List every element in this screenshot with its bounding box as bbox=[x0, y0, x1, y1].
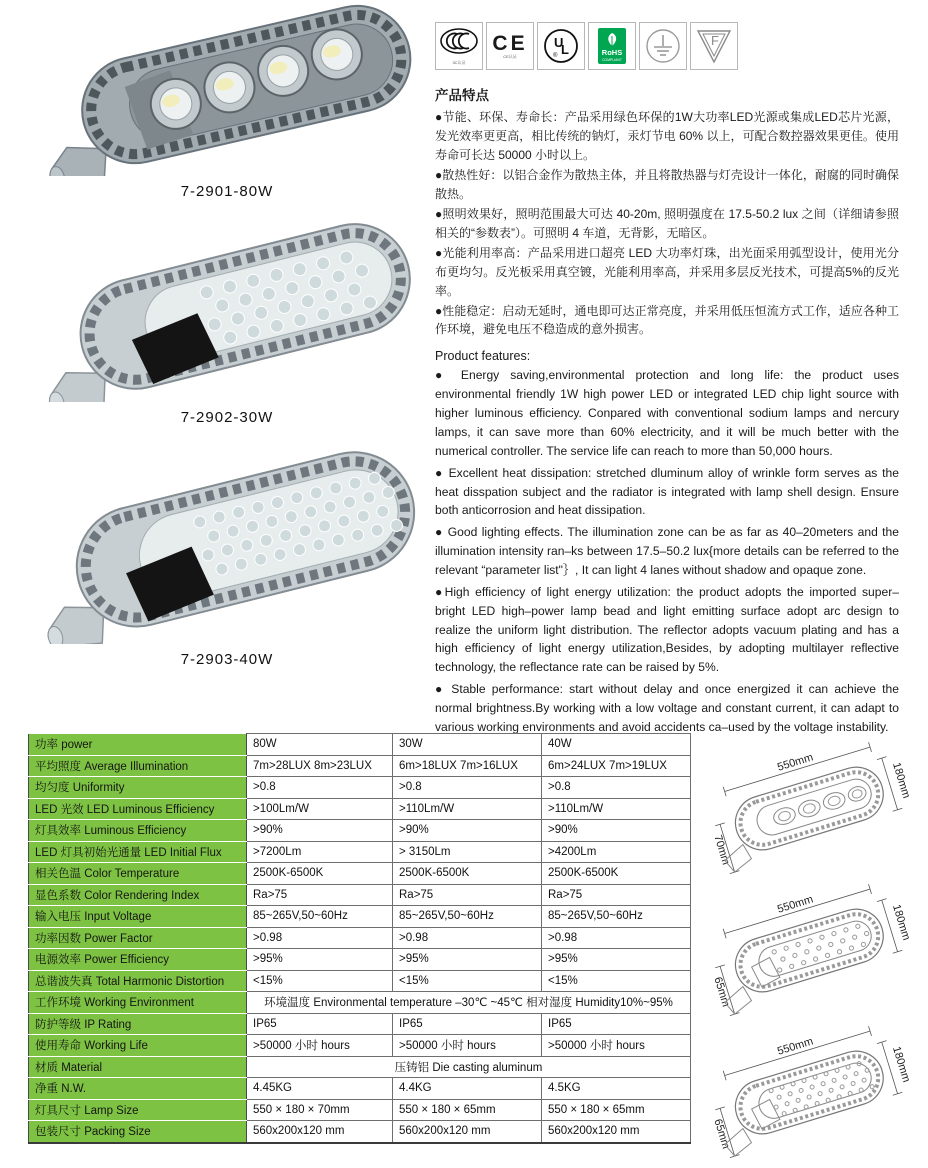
f-mark-icon bbox=[694, 26, 734, 66]
dim-length: 550mm bbox=[775, 893, 815, 916]
row-value: 6m>24LUX 7m>19LUX bbox=[542, 755, 691, 777]
row-label: 包装尺寸 Packing Size bbox=[29, 1121, 247, 1143]
dimension-diagram-30w bbox=[692, 884, 924, 1022]
row-value: 4.45KG bbox=[247, 1078, 393, 1100]
row-value: >110Lm/W bbox=[542, 798, 691, 820]
row-label: 灯具效率 Luminous Efficiency bbox=[29, 820, 247, 842]
feature-bullet-en: ● Good lighting effects. The illumination zone can be as far as 40–20meters and the illumination intensity ran–ks between 17.5–50.2 lux{more details can be referred to the relevant “parameter list"｝, It can light 4 lanes without shadow and opaque zone. bbox=[435, 525, 899, 578]
specification-table bbox=[28, 733, 691, 1144]
row-value: 85~265V,50~60Hz bbox=[542, 906, 691, 928]
dimension-diagram-40w bbox=[692, 1026, 924, 1164]
row-value: >50000 小时 hours bbox=[247, 1035, 393, 1057]
svg-text:L: L bbox=[561, 42, 569, 57]
row-value: >0.8 bbox=[247, 777, 393, 799]
dimension-diagram-80w bbox=[692, 742, 924, 880]
row-value: >4200Lm bbox=[542, 841, 691, 863]
table-row bbox=[29, 841, 691, 863]
row-value: 560x200x120 mm bbox=[247, 1121, 393, 1143]
product-photo-column bbox=[24, 4, 430, 668]
row-label: LED 灯具初始光通量 LED Initial Flux bbox=[29, 841, 247, 863]
row-value: >90% bbox=[542, 820, 691, 842]
row-value: Ra>75 bbox=[247, 884, 393, 906]
row-value: IP65 bbox=[247, 1013, 393, 1035]
row-value: 85~265V,50~60Hz bbox=[247, 906, 393, 928]
row-value: 560x200x120 mm bbox=[393, 1121, 542, 1143]
row-value: >0.98 bbox=[247, 927, 393, 949]
row-value: >50000 小时 hours bbox=[393, 1035, 542, 1057]
table-row bbox=[29, 1035, 691, 1057]
row-value: 4.5KG bbox=[542, 1078, 691, 1100]
row-label: 功率因数 Power Factor bbox=[29, 927, 247, 949]
table-row bbox=[29, 1056, 691, 1078]
product-3 bbox=[24, 444, 430, 668]
row-value: > 3150Lm bbox=[393, 841, 542, 863]
street-lamp-30w-photo bbox=[28, 222, 426, 402]
table-row bbox=[29, 1121, 691, 1143]
svg-text:U: U bbox=[554, 35, 564, 50]
table-row bbox=[29, 755, 691, 777]
features-title-cn: 产品特点 bbox=[435, 88, 489, 103]
table-row bbox=[29, 863, 691, 885]
row-value: >90% bbox=[393, 820, 542, 842]
ce-icon: CE bbox=[492, 32, 528, 55]
table-row bbox=[29, 1078, 691, 1100]
table-row bbox=[29, 992, 691, 1014]
features-list-en bbox=[435, 366, 899, 736]
table-row bbox=[29, 949, 691, 971]
row-value: >7200Lm bbox=[247, 841, 393, 863]
row-label: 均匀度 Uniformity bbox=[29, 777, 247, 799]
row-value: >95% bbox=[542, 949, 691, 971]
ccc-icon bbox=[439, 28, 479, 60]
row-value: >90% bbox=[247, 820, 393, 842]
row-label: 输入电压 Input Voltage bbox=[29, 906, 247, 928]
row-value: <15% bbox=[247, 970, 393, 992]
table-row bbox=[29, 927, 691, 949]
row-value: 6m>18LUX 7m>16LUX bbox=[393, 755, 542, 777]
row-label: LED 光效 LED Luminous Efficiency bbox=[29, 798, 247, 820]
ul-certification-badge bbox=[537, 22, 585, 70]
row-label: 显色系数 Color Rendering Index bbox=[29, 884, 247, 906]
spec-table-body bbox=[29, 734, 691, 1143]
f-mark-certification-badge bbox=[690, 22, 738, 70]
row-value: 550 × 180 × 65mm bbox=[393, 1099, 542, 1121]
row-label: 防护等级 IP Rating bbox=[29, 1013, 247, 1035]
street-lamp-40w-photo bbox=[28, 444, 426, 644]
row-value: 2500K-6500K bbox=[247, 863, 393, 885]
dim-length: 550mm bbox=[775, 1035, 815, 1058]
table-row bbox=[29, 820, 691, 842]
row-value: 560x200x120 mm bbox=[542, 1121, 691, 1143]
row-value: 550 × 180 × 70mm bbox=[247, 1099, 393, 1121]
row-span-value: 压铸铝 Die casting aluminum bbox=[247, 1056, 691, 1078]
table-row bbox=[29, 734, 691, 756]
row-value: <15% bbox=[393, 970, 542, 992]
ccc-caption: 3C认证 bbox=[452, 59, 466, 65]
dim-height: 65mm bbox=[711, 975, 732, 1009]
feature-bullet-en: ● Excellent heat dissipation: stretched dluminum alloy of wrinkle form serves as the heat disspation subject and the radiator is integrated with lamp shell design. Ensure both anticorrosion and heat dissipation. bbox=[435, 465, 899, 518]
feature-bullet-cn: ●节能、环保、寿命长：产品采用绿色环保的1W大功率LED光源或集成LED芯片光源，发光效率更更高，相比传统的钠灯，汞灯节电 60% 以上，可配合数控器效果更佳。使用寿命可长达 50000 小时以上。 bbox=[435, 110, 899, 162]
row-value: >100Lm/W bbox=[247, 798, 393, 820]
row-label: 净重 N.W. bbox=[29, 1078, 247, 1100]
rohs-certification-badge bbox=[588, 22, 636, 70]
certification-row bbox=[435, 22, 899, 70]
row-label: 平均照度 Average Illumination bbox=[29, 755, 247, 777]
row-value: 85~265V,50~60Hz bbox=[393, 906, 542, 928]
row-label: 工作环境 Working Environment bbox=[29, 992, 247, 1014]
row-value: 80W bbox=[247, 734, 393, 756]
product-2 bbox=[24, 222, 430, 426]
feature-bullet-cn: ●性能稳定：启动无延时，通电即可达正常亮度，并采用低压恒流方式工作，适应各种工作环境，避免电压不稳造成的意外损害。 bbox=[435, 303, 899, 337]
f-letter: F bbox=[711, 33, 719, 48]
dim-width: 180mm bbox=[890, 903, 913, 942]
rohs-sub: COMPLIANT bbox=[602, 58, 622, 62]
row-value: >110Lm/W bbox=[393, 798, 542, 820]
grounding-icon bbox=[644, 27, 682, 65]
row-value: 550 × 180 × 65mm bbox=[542, 1099, 691, 1121]
feature-bullet-en: ● Stable performance: start without delay and once energized it can achieve the normal brightness.By working with a low voltage and constant current, it can adapt to various working environments and avoid accidents ca–used by the voltage instability. bbox=[435, 682, 899, 734]
row-value: >95% bbox=[393, 949, 542, 971]
row-value: 2500K-6500K bbox=[542, 863, 691, 885]
row-value: Ra>75 bbox=[542, 884, 691, 906]
product-3-model: 7-2903-40W bbox=[180, 651, 274, 668]
grounding-certification-badge bbox=[639, 22, 687, 70]
table-row bbox=[29, 884, 691, 906]
feature-bullet-cn: ●散热性好：以铝合金作为散热主体，并且将散热器与灯壳设计一体化，耐腐的同时确保散热。 bbox=[435, 167, 899, 201]
row-value: >0.8 bbox=[542, 777, 691, 799]
dim-length: 550mm bbox=[775, 751, 815, 774]
ce-certification-badge bbox=[486, 22, 534, 70]
row-value: 30W bbox=[393, 734, 542, 756]
table-row bbox=[29, 777, 691, 799]
dim-width: 180mm bbox=[890, 761, 913, 800]
features-title-en: Product features: bbox=[435, 349, 531, 364]
table-row bbox=[29, 906, 691, 928]
table-row bbox=[29, 1013, 691, 1035]
row-value: 40W bbox=[542, 734, 691, 756]
row-label: 使用寿命 Working Life bbox=[29, 1035, 247, 1057]
row-value: IP65 bbox=[542, 1013, 691, 1035]
dimension-diagrams bbox=[692, 742, 924, 1168]
table-row bbox=[29, 970, 691, 992]
row-value: <15% bbox=[542, 970, 691, 992]
features-list-cn bbox=[435, 108, 899, 339]
dim-height: 70mm bbox=[711, 833, 732, 867]
product-2-model: 7-2902-30W bbox=[180, 409, 274, 426]
row-value: >0.98 bbox=[542, 927, 691, 949]
feature-bullet-en: ●High efficiency of light energy utilization: the product adopts the imported super–bright LED high–power lamp bead and light emitting surface adopt arc design to realize the uniform light distribution. The reflector adopts vacuum plating and has a high efficiency of light energy utilization,Besides, by adopting multilayer reflective technology, the reflectance rate can be raised by 5%. bbox=[435, 584, 899, 675]
row-value: >0.8 bbox=[393, 777, 542, 799]
table-row bbox=[29, 798, 691, 820]
row-label: 电源效率 Power Efficiency bbox=[29, 949, 247, 971]
row-value: >50000 小时 hours bbox=[542, 1035, 691, 1057]
svg-text:®: ® bbox=[553, 53, 558, 59]
ul-icon bbox=[542, 27, 580, 65]
feature-bullet-cn: ●照明效果好，照明范围最大可达 40-20m, 照明强度在 17.5-50.2 lux 之间（详细请参照相关的“参数表”）。可照明 4 车道，无背影，无暗区。 bbox=[435, 206, 899, 240]
product-1 bbox=[24, 4, 430, 200]
feature-column bbox=[435, 22, 899, 740]
row-value: >95% bbox=[247, 949, 393, 971]
row-label: 相关色温 Color Temperature bbox=[29, 863, 247, 885]
feature-bullet-cn: ●光能利用率高：产品采用进口超亮 LED 大功率灯珠，出光面采用弧型设计，使用光分布更均匀。反光板采用真空镀，光能利用率高，并采用多层反光技术，可提高5%的反光率。 bbox=[435, 245, 899, 298]
row-label: 功率 power bbox=[29, 734, 247, 756]
dim-height: 65mm bbox=[711, 1117, 732, 1151]
ce-caption: CE认证 bbox=[503, 54, 517, 59]
row-label: 灯具尺寸 Lamp Size bbox=[29, 1099, 247, 1121]
row-value: >0.98 bbox=[393, 927, 542, 949]
ccc-certification-badge bbox=[435, 22, 483, 70]
feature-bullet-en: ● Energy saving,environmental protection and long life: the product uses environmental friendly 1W high power LED or integrated LED chip light source with higher luminous efficiency. Conpared with conventional sodium lamps and nercury lamps, it can save more than 60% electricity, and it will be much better with the numerical controller. The service life can reach to more than 50,000 hours. bbox=[435, 368, 899, 458]
row-value: 7m>28LUX 8m>23LUX bbox=[247, 755, 393, 777]
row-value: Ra>75 bbox=[393, 884, 542, 906]
row-value: 2500K-6500K bbox=[393, 863, 542, 885]
row-span-value: 环境温度 Environmental temperature –30℃ ~45℃ 相对湿度 Humidity10%~95% bbox=[247, 992, 691, 1014]
row-label: 材质 Material bbox=[29, 1056, 247, 1078]
dim-width: 180mm bbox=[890, 1045, 913, 1084]
table-row bbox=[29, 1099, 691, 1121]
rohs-label: RoHS bbox=[601, 48, 623, 57]
product-1-model: 7-2901-80W bbox=[180, 183, 274, 200]
row-value: 4.4KG bbox=[393, 1078, 542, 1100]
row-value: IP65 bbox=[393, 1013, 542, 1035]
row-label: 总谐波失真 Total Harmonic Distortion bbox=[29, 970, 247, 992]
rohs-icon bbox=[597, 27, 627, 65]
street-lamp-80w-photo bbox=[28, 4, 426, 176]
